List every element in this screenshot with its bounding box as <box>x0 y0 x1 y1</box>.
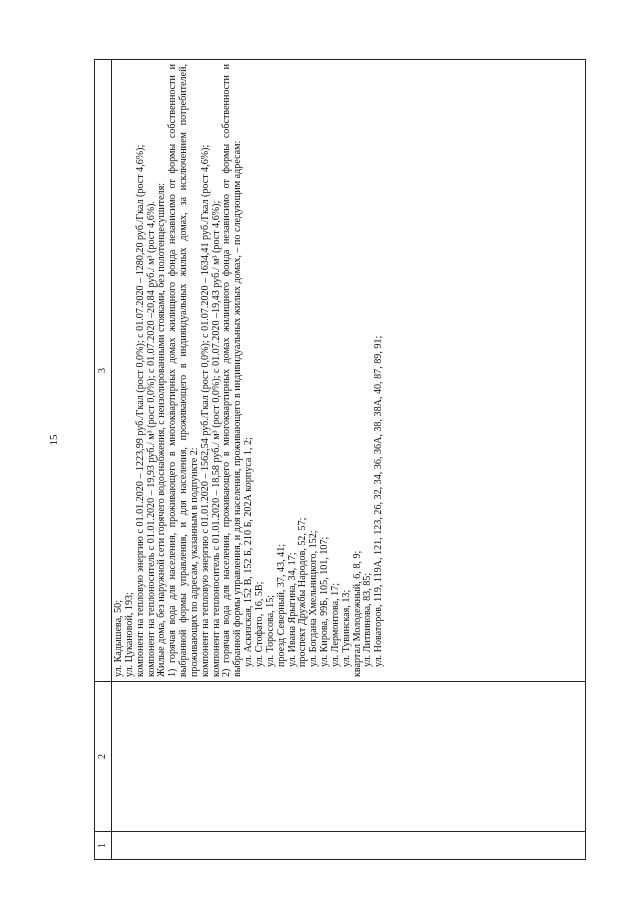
address-line: ул. Торосова, 15; <box>264 594 276 667</box>
text-line: Жилые дома, без наружной сети горячего водоснабжения, с неизолированными стояками, без полотенцесушителя: <box>156 182 168 677</box>
text-line: компонент на теплоноситель с 01.01.2020 – 18,58 руб./ м³ (рост 0,0%); с 01.07.2020 –19,43 руб./ м³ (рост 4,6%); <box>210 200 222 677</box>
text-line: ул. Кадышева, 50; <box>113 600 124 677</box>
header-cell-2: 2 <box>95 682 112 832</box>
body-cell-1 <box>112 832 586 860</box>
address-line: ул. Кирова, 99Б, 105, 101, 107; <box>319 536 331 667</box>
address-line: ул. Новаторов, 119, 119А, 121, 123, 26, 32, 34, 36, 36А, 38, 38А, 40, 87, 89, 91; <box>373 335 385 667</box>
tariff-table <box>94 59 586 860</box>
header-cell-3: 3 <box>95 60 112 682</box>
cell-content <box>112 60 385 681</box>
header-cell-1: 1 <box>95 832 112 860</box>
address-line: квартал Молодежный, 6, 8, 9; <box>351 550 363 677</box>
text-line: 2) горячая вода для населения, проживающего в многоквартирных домах жилищного фонда независимо от формы собственности и выбранной формы управления, и для населения, проживающего в индивидуальных жилых домах, – по следующим адресам: <box>221 64 244 677</box>
address-line: ул. Ивана Ярыгина, 34, 17; <box>286 552 298 667</box>
text-line: компонент на теплоноситель с 01.01.2020 – 19,93 руб./ м³ (рост 0,0%); с 01.07.2020 –20,84 руб./ м³ (рост 4,6%). <box>145 200 157 677</box>
body-cell-2 <box>112 682 586 832</box>
address-line: ул. Стофато, 16, 5В; <box>253 581 265 667</box>
address-line: ул. Лермонтова, 17; <box>329 582 341 667</box>
address-line: ул. Богдана Хмельницкого, 152; <box>308 530 320 667</box>
body-cell-3 <box>112 60 586 682</box>
address-line: ул. Литвинова, 83, 85; <box>362 572 374 667</box>
table-header-row <box>95 60 112 860</box>
text-line: 1) горячая вода для населения, проживающего в многоквартирных домах жилищного фонда независимо от формы собственности и выбранной формы управления, и для населения, проживающего в индивидуальных жилых домах, за исключением потребителей, проживающих по адресам, указанным в подпункте 2: <box>167 64 200 677</box>
address-line: ул. Аскизская, 152 В, 152 Б, 210 Б, 202А корпуса 1, 2; <box>243 437 255 667</box>
rotated-table-wrapper <box>94 60 586 860</box>
text-line: компонент на тепловую энергию с 01.01.2020 – 1223,99 руб./Гкал (рост 0,0%); с 01.07.2020 – 1280,20 руб./Гкал (рост 4,6%); <box>134 144 146 677</box>
text-line: компонент на тепловую энергию с 01.01.2020 – 1562,54 руб./Гкал (рост 0,0%); с 01.07.2020 – 1634,41 руб./Гкал (рост 4,6%); <box>199 144 211 677</box>
address-line: проезд Северный, 37, 43, 41; <box>275 543 287 667</box>
table-body-row <box>112 60 586 860</box>
address-line: ул. Тувинская, 13; <box>340 589 352 667</box>
address-line: проспект Дружбы Народов, 52, 57; <box>297 517 309 667</box>
page-number: 15 <box>48 434 60 446</box>
text-line: ул. Цукановой, 193; <box>123 592 135 677</box>
